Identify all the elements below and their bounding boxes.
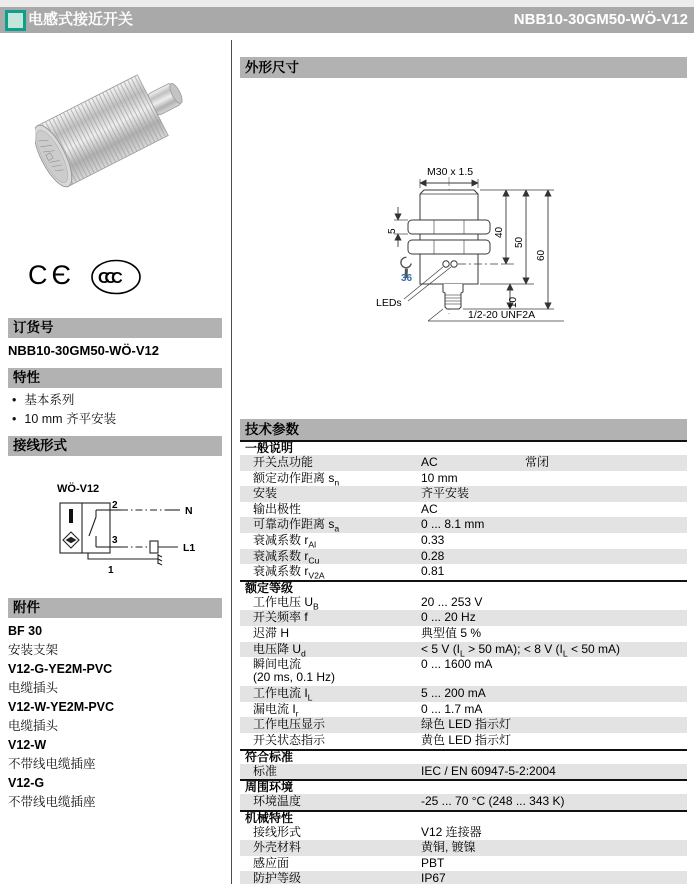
tech-row (240, 871, 687, 884)
tech-row-label: 迟滞 H (253, 625, 290, 640)
wire-l1-label: L1 (183, 542, 196, 554)
ccc-mark (90, 257, 144, 297)
tech-row-value: IEC / EN 60947-5-2:2004 (421, 763, 556, 778)
tech-row (240, 825, 687, 841)
tech-row-label: 衰减系数 $r_{V2A}$ (253, 564, 325, 581)
dim-60-label: 60 (536, 249, 547, 261)
accessory-model: V12-G-YE2M-PVC (8, 662, 113, 676)
feature-item: • 基本系列 (10, 391, 116, 410)
tech-row-value: AC (421, 455, 438, 469)
column-divider (231, 40, 232, 884)
tech-row-label: 工作电流 $I_L$ (253, 686, 313, 703)
dim-5-label: 5 (387, 228, 398, 234)
tech-row-value: 0.81 (421, 564, 445, 579)
accessory-model: V12-G (8, 776, 45, 790)
tech-row-label: 防护等级 (253, 871, 302, 884)
tech-row-value: 0 ... 1.7 mA (421, 701, 483, 716)
tech-row-value: 0.33 (421, 532, 445, 547)
sensor-body-outline (420, 190, 478, 284)
tech-row-value: 0.28 (421, 548, 445, 563)
sensor-body (35, 61, 195, 192)
wire-n-label: N (185, 505, 193, 517)
tech-row (240, 764, 687, 780)
tech-row (240, 610, 687, 626)
tech-row-label: 感应面 (253, 855, 290, 870)
tech-row-label: 安装 (253, 486, 278, 501)
tech-row (240, 794, 687, 810)
connector-thread-label: 1/2-20 UNF2A (468, 309, 536, 321)
tech-row-label: 开关状态指示 (253, 732, 326, 747)
tech-row (240, 471, 687, 487)
tech-row (240, 702, 687, 718)
accessory-description: 电缆插头 (8, 719, 59, 733)
accessory-description: 不带线电缆插座 (8, 795, 96, 809)
tech-row-label: 额定动作距离 $s_n$ (253, 470, 340, 487)
tech-row-label: 可靠动作距离 $s_a$ (253, 517, 340, 534)
tech-row-value: -25 ... 70 °C (248 ... 343 K) (421, 794, 565, 809)
tech-subsection-title: 一般说明 (240, 440, 687, 455)
accessory-model: V12-W (8, 738, 47, 752)
tech-row (240, 626, 687, 642)
features-list (10, 391, 116, 429)
tech-row (240, 840, 687, 856)
brand-square-icon (5, 10, 26, 31)
tech-row-label: 环境温度 (253, 794, 302, 809)
tech-row (240, 486, 687, 502)
ccc-mark-text: CCC (98, 270, 118, 287)
top-strip (0, 0, 694, 7)
product-photo (35, 56, 195, 206)
load-symbol (150, 541, 158, 553)
nut-2 (408, 240, 490, 254)
terminal-2-label: 2 (112, 500, 118, 511)
tech-row (240, 455, 687, 471)
accessory-item (8, 774, 222, 811)
led-right (451, 261, 457, 267)
tech-row-value: 黄铜, 镀镍 (421, 840, 476, 855)
wrench-size-label: 36 (401, 273, 413, 284)
tech-row-label: 标准 (253, 763, 278, 778)
tech-row-value: IP67 (421, 871, 446, 884)
thread-size-label: M30 x 1.5 (427, 166, 474, 178)
tech-row-value: 典型值 5 % (421, 625, 482, 640)
wiring-diagram-label: WÖ-V12 (57, 483, 100, 495)
connector-stub-outline (443, 284, 463, 309)
features-section-title: 特性 (8, 368, 222, 388)
product-type-title: 电感式接近开关 (28, 11, 134, 28)
header-bar (0, 7, 694, 33)
accessory-description: 电缆插头 (8, 681, 59, 695)
model-number-title: NBB10-30GM50-WÖ-V12 (513, 11, 688, 28)
led-left (443, 261, 449, 267)
dim-10-label: 10 (508, 296, 519, 308)
tech-row-value: V12 连接器 (421, 824, 482, 839)
tech-row (240, 657, 687, 686)
tech-row-label: 外壳材料 (253, 840, 302, 855)
tech-row-value: 0 ... 1600 mA (421, 657, 493, 672)
tech-row-label: 电压降 $U_d$ (253, 641, 306, 658)
tech-table (240, 440, 687, 884)
accessories-section-title: 附件 (8, 598, 222, 618)
tech-row-value: AC (421, 501, 438, 516)
accessory-item (8, 698, 222, 735)
tech-row-label: 工作电压显示 (253, 717, 326, 732)
accessory-item (8, 660, 222, 697)
accessory-model: V12-W-YE2M-PVC (8, 700, 115, 714)
leds-label: LEDs (376, 297, 402, 309)
accessory-model: BF 30 (8, 624, 43, 638)
tech-row (240, 686, 687, 702)
order-number: NBB10-30GM50-WÖ-V12 (8, 343, 159, 358)
tech-subsection-title: 机械特性 (240, 810, 687, 825)
tech-row (240, 595, 687, 611)
tech-row-value: < 5 V ($I_L > 50$ mA); < 8 V ($I_L < 50$ mA) (421, 641, 621, 658)
dimensions-section-title: 外形尺寸 (240, 57, 687, 78)
ce-mark: CЄ (28, 260, 75, 290)
tech-row-value: 5 ... 200 mA (421, 686, 486, 701)
tech-row-value: 齐平安装 (421, 486, 470, 501)
tech-row (240, 717, 687, 733)
tech-row (240, 733, 687, 749)
dimension-drawing (238, 80, 688, 418)
ground-symbol (158, 554, 162, 565)
order-section-title: 订货号 (8, 318, 222, 338)
tech-row-value: PBT (421, 855, 445, 870)
dim-50-label: 50 (514, 236, 525, 248)
tech-row-label: 漏电流 $I_r$ (253, 701, 299, 719)
tech-row-value-2: 常闭 (525, 455, 550, 469)
accessory-item (8, 736, 222, 773)
accessory-description: 不带线电缆插座 (8, 757, 96, 771)
tech-row-label: 开关点功能 (253, 455, 314, 469)
terminal-3-label: 3 (112, 535, 118, 546)
tech-row-value: 0 ... 8.1 mm (421, 517, 485, 532)
nut-1 (408, 220, 490, 234)
tech-row-label: 瞬间电流 (20 ms, 0.1 Hz) (253, 657, 336, 685)
tech-subsection-title: 周围环境 (240, 779, 687, 794)
tech-section-title: 技术参数 (240, 419, 687, 440)
tech-row-label: 接线形式 (253, 824, 302, 839)
terminal-1-label: 1 (108, 565, 114, 576)
tech-row-value: 黄色 LED 指示灯 (421, 732, 512, 747)
tech-row-label: 衰减系数 $r_{Al}$ (253, 532, 317, 550)
tech-subsection-title: 符合标准 (240, 749, 687, 764)
tech-row (240, 533, 687, 549)
accessory-item (8, 622, 222, 659)
feature-item: • 10 mm 齐平安装 (10, 410, 116, 429)
tech-row-value: 20 ... 253 V (421, 594, 483, 609)
output-symbol (69, 509, 73, 523)
wiring-diagram (8, 462, 213, 587)
tech-row (240, 517, 687, 533)
inductive-symbol (63, 532, 79, 548)
tech-row (240, 549, 687, 565)
tech-row (240, 642, 687, 658)
tech-row-value: 0 ... 20 Hz (421, 610, 476, 625)
dim-40-label: 40 (494, 226, 505, 238)
tech-subsection-title: 额定等级 (240, 580, 687, 595)
tech-row (240, 502, 687, 518)
accessory-description: 安装支架 (8, 643, 59, 657)
tech-row (240, 564, 687, 580)
tech-row-value: 绿色 LED 指示灯 (421, 717, 512, 732)
tech-row-label: 输出极性 (253, 501, 302, 516)
tech-row-value: 10 mm (421, 470, 458, 485)
accessories-list (8, 622, 222, 812)
tech-row-label: 工作电压 $U_B$ (253, 594, 319, 612)
tech-row-label: 衰减系数 $r_{Cu}$ (253, 548, 320, 565)
tech-row-label: 开关频率 f (253, 610, 308, 625)
connection-section-title: 接线形式 (8, 436, 222, 456)
tech-row (240, 856, 687, 872)
